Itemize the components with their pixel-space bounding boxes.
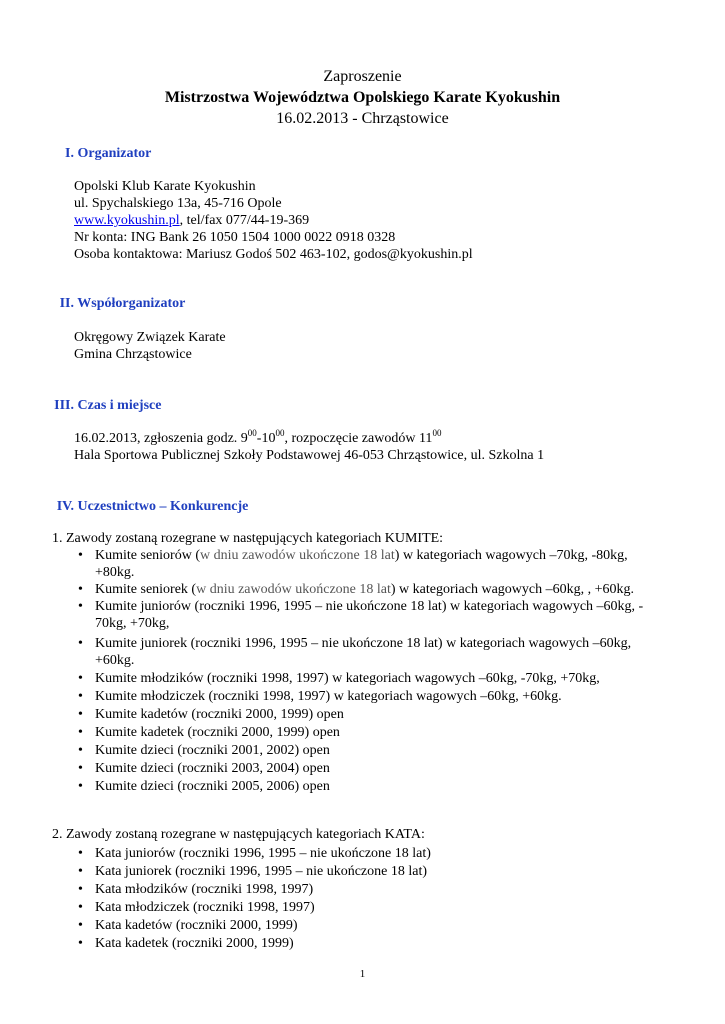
bullet-icon: • <box>78 689 83 704</box>
bullet-icon: • <box>78 707 83 722</box>
bullet-icon: • <box>78 636 83 651</box>
bullet-icon: • <box>78 846 83 861</box>
kata-intro: 2. Zawody zostaną rozegrane w następujących kategoriach KATA: <box>52 827 425 842</box>
kumite-intro: 1. Zawody zostaną rozegrane w następujących kategoriach KUMITE: <box>52 531 444 546</box>
bullet-icon: • <box>78 761 83 776</box>
coorganizer-line-1: Okręgowy Związek Karate <box>74 330 226 345</box>
section-heading-participation <box>50 498 248 516</box>
bullet-icon: • <box>78 582 83 597</box>
section-title: Czas i miejsce <box>77 398 162 413</box>
section-heading-organizer <box>50 145 151 163</box>
section-title: Organizator <box>77 146 152 161</box>
bullet-icon: • <box>78 671 83 686</box>
organizer-web-line <box>74 212 309 229</box>
bullet-icon: • <box>78 779 83 794</box>
section-heading-time-place <box>50 397 161 415</box>
bullet-icon: • <box>78 936 83 951</box>
section-number: I. <box>65 146 74 161</box>
organizer-address: ul. Spychalskiego 13a, 45-716 Opole <box>74 196 282 211</box>
coorganizer-line-2: Gmina Chrząstowice <box>74 347 192 362</box>
section-number: IV. <box>56 499 74 514</box>
document-page: Zaproszenie Mistrzostwa Województwa Opolskiego Karate Kyokushin 16.02.2013 - Chrząstowice I. Organizator Opolski Klub Karate Kyokushin ul. Spychalskiego 13a, 45-716 Opole www.kyokushin.pl, tel/fax 077/44-19-369 Nr konta: ING Bank 26 1050 1504 1000 0022 0918 0328 Osoba kontaktowa: Mariusz Godoś 502 463-102, godos@kyokushin.pl II. Współorganizator Okręgowy Związek Karate Gmina Chrząstowice III. Czas i miejsce 16.02.2013, zgłoszenia godz. $9^{00}-10^{00}$, rozpoczęcie zawodów $11^{00}$ Hala Sportowa Publicznej Szkoły Podstawowej 46-053 Chrząstowice, ul. Szkolna 1 IV. Uczestnictwo – Konkurencje 1. Zawody zostaną rozegrane w następujących kategoriach KUMITE: • Kumite seniorów (w dniu zawodów ukończone 18 lat) w kategoriach wagowych –70kg, -80kg, +80kg. • Kumite seniorek (w dniu zawodów ukończone 18 lat) w kategoriach wagowych –60kg, , +60kg. • Kumite juniorów (roczniki 1996, 1995 – nie ukończone 18 lat) w kategoriach wagowych –60kg, - 70kg, +70kg, • Kumite juniorek (roczniki 1996, 1995 – nie ukończone 18 lat) w kategoriach wagowych –60kg, +60kg. • Kumite młodzików (roczniki 1998, 1997) w kategoriach wagowych –60kg, -70kg, +70kg, • Kumite młodziczek (roczniki 1998, 1997) w kategoriach wagowych –60kg, +60kg. • Kumite kadetów (roczniki 2000, 1999) open • Kumite kadetek (roczniki 2000, 1999) open • Kumite dzieci (roczniki 2001, 2002) open • Kumite dzieci (roczniki 2003, 2004) open • Kumite dzieci (roczniki 2005, 2006) open 2. Zawody zostaną rozegrane w następujących kategoriach KATA: • Kata juniorów (roczniki 1996, 1995 – nie ukończone 18 lat) • Kata juniorek (roczniki 1996, 1995 – nie ukończone 18 lat) • Kata młodzików (roczniki 1998, 1997) • Kata młodziczek (roczniki 1998, 1997) • Kata kadetów (roczniki 2000, 1999) • Kata kadetek (roczniki 2000, 1999) 1 <box>0 0 725 1024</box>
doc-date-place: 16.02.2013 - Chrząstowice <box>276 110 449 127</box>
doc-heading-invitation: Zaproszenie <box>323 68 402 85</box>
organizer-website-link[interactable]: www.kyokushin.pl <box>74 213 180 228</box>
section-number: II. <box>59 296 74 311</box>
organizer-phone: , tel/fax 077/44-19-369 <box>179 213 310 228</box>
bullet-icon: • <box>78 882 83 897</box>
bullet-icon: • <box>78 864 83 879</box>
section-heading-coorganizer <box>50 295 185 313</box>
organizer-contact: Osoba kontaktowa: Mariusz Godoś 502 463-102, godos@kyokushin.pl <box>74 247 473 262</box>
bullet-icon: • <box>78 599 83 614</box>
event-venue: Hala Sportowa Publicznej Szkoły Podstawowej 46-053 Chrząstowice, ul. Szkolna 1 <box>74 448 545 463</box>
bullet-icon: • <box>78 918 83 933</box>
bullet-icon: • <box>78 725 83 740</box>
organizer-account: Nr konta: ING Bank 26 1050 1504 1000 0022 0918 0328 <box>74 230 396 245</box>
section-number: III. <box>54 398 74 413</box>
page-number: 1 <box>359 968 366 980</box>
organizer-name: Opolski Klub Karate Kyokushin <box>74 179 256 194</box>
bullet-icon: • <box>78 548 83 563</box>
bullet-icon: • <box>78 743 83 758</box>
section-title: Uczestnictwo – Konkurencje <box>77 499 249 514</box>
bullet-icon: • <box>78 900 83 915</box>
event-date-hours: 16.02.2013, zgłoszenia godz. $9^{00}-10^{00}$, rozpoczęcie zawodów $11^{00}$ <box>74 428 442 446</box>
doc-title: Mistrzostwa Województwa Opolskiego Karate Kyokushin <box>164 89 561 106</box>
section-title: Współorganizator <box>77 296 186 311</box>
